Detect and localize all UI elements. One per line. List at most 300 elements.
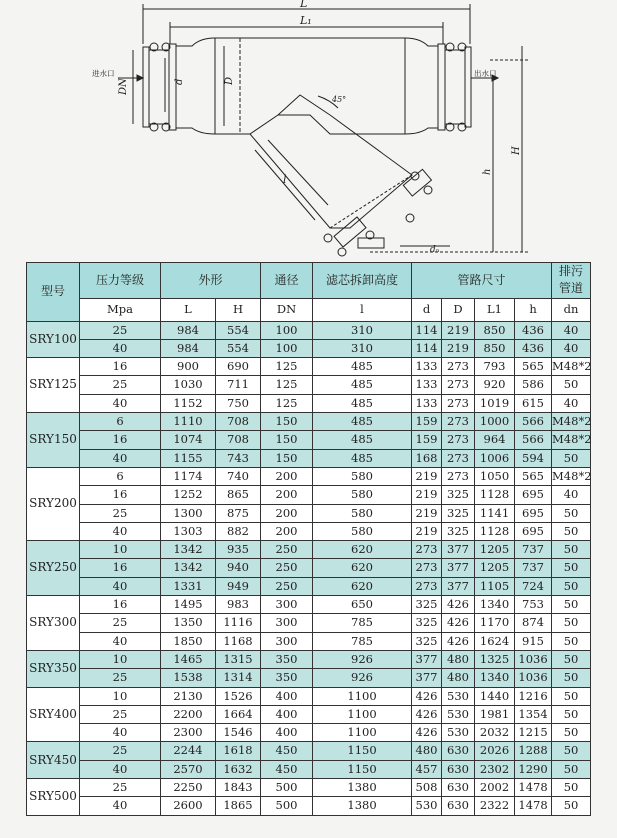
table-cell: 50	[552, 541, 591, 559]
table-cell: 480	[442, 669, 475, 687]
table-row	[27, 339, 591, 357]
table-cell: 743	[216, 449, 261, 467]
table-row	[27, 449, 591, 467]
table-cell: 1850	[161, 632, 216, 650]
table-cell: 125	[261, 358, 313, 376]
group-header: 管路尺寸	[412, 263, 552, 299]
table-cell: 708	[216, 413, 261, 431]
sub-header: DN	[261, 298, 313, 321]
group-header: 通径	[261, 263, 313, 299]
table-row	[27, 742, 591, 760]
table-cell: 1110	[161, 413, 216, 431]
table-cell: 133	[412, 394, 442, 412]
model-cell: SRY100	[27, 321, 80, 358]
table-cell: 875	[216, 504, 261, 522]
table-cell: 6	[80, 467, 161, 485]
table-cell: 50	[552, 650, 591, 668]
table-cell: 1478	[515, 797, 552, 815]
table-cell: 984	[161, 321, 216, 339]
table-cell: 200	[261, 486, 313, 504]
table-cell: 785	[313, 632, 412, 650]
table-cell: 1074	[161, 431, 216, 449]
group-header: 外形	[161, 263, 261, 299]
label-D: D	[224, 76, 235, 85]
table-cell: 2026	[475, 742, 515, 760]
table-cell: 325	[412, 614, 442, 632]
table-cell: 485	[313, 358, 412, 376]
model-cell: SRY125	[27, 358, 80, 413]
table-cell: 1340	[475, 596, 515, 614]
label-L1: L₁	[300, 14, 312, 27]
sub-header: H	[216, 298, 261, 321]
table-cell: 630	[442, 779, 475, 797]
table-cell: 1155	[161, 449, 216, 467]
model-cell: SRY150	[27, 413, 80, 468]
table-cell: 273	[412, 541, 442, 559]
table-row	[27, 632, 591, 650]
table-row	[27, 760, 591, 778]
table-cell: 150	[261, 449, 313, 467]
table-cell: 500	[261, 797, 313, 815]
table-cell: 450	[261, 742, 313, 760]
table-cell: 325	[442, 504, 475, 522]
table-cell: 793	[475, 358, 515, 376]
table-cell: 630	[442, 760, 475, 778]
table-row	[27, 376, 591, 394]
table-cell: 450	[261, 760, 313, 778]
table-row	[27, 504, 591, 522]
table-cell: 865	[216, 486, 261, 504]
table-cell: 1440	[475, 687, 515, 705]
label-dn: dₙ	[430, 245, 440, 255]
table-cell: 2570	[161, 760, 216, 778]
table-cell: 325	[412, 596, 442, 614]
group-header: 压力等级	[80, 263, 161, 299]
table-cell: 1325	[475, 650, 515, 668]
table-cell: 850	[475, 339, 515, 357]
table-cell: 273	[442, 413, 475, 431]
table-cell: 594	[515, 449, 552, 467]
table-cell: 530	[442, 705, 475, 723]
table-cell: 50	[552, 596, 591, 614]
table-cell: 16	[80, 431, 161, 449]
table-cell: 695	[515, 486, 552, 504]
table-cell: 40	[80, 797, 161, 815]
table-cell: 1290	[515, 760, 552, 778]
spec-table	[26, 262, 591, 816]
model-cell: SRY400	[27, 687, 80, 742]
table-cell: 620	[313, 559, 412, 577]
table-cell: 50	[552, 724, 591, 742]
sub-header: dn	[552, 298, 591, 321]
table-cell: 10	[80, 541, 161, 559]
model-cell: SRY300	[27, 596, 80, 651]
table-cell: 1632	[216, 760, 261, 778]
table-cell: 1526	[216, 687, 261, 705]
table-cell: 159	[412, 413, 442, 431]
table-cell: 273	[442, 449, 475, 467]
table-row	[27, 797, 591, 815]
table-cell: 426	[442, 614, 475, 632]
table-cell: 377	[412, 669, 442, 687]
table-cell: 310	[313, 321, 412, 339]
table-cell: 530	[442, 724, 475, 742]
table-cell: 566	[515, 431, 552, 449]
table-cell: 1342	[161, 541, 216, 559]
table-cell: 150	[261, 431, 313, 449]
table-cell: 133	[412, 358, 442, 376]
table-cell: 2302	[475, 760, 515, 778]
table-cell: 926	[313, 669, 412, 687]
table-cell: 50	[552, 760, 591, 778]
table-cell: 1288	[515, 742, 552, 760]
table-cell: 964	[475, 431, 515, 449]
table-row	[27, 431, 591, 449]
table-cell: 586	[515, 376, 552, 394]
table-cell: 500	[261, 779, 313, 797]
table-cell: 219	[442, 321, 475, 339]
table-cell: 250	[261, 577, 313, 595]
table-cell: 1150	[313, 742, 412, 760]
table-cell: 565	[515, 358, 552, 376]
filter-technical-drawing	[0, 0, 617, 262]
table-cell: 377	[442, 541, 475, 559]
table-cell: 426	[442, 632, 475, 650]
sub-header: L	[161, 298, 216, 321]
table-cell: 400	[261, 687, 313, 705]
table-cell: M48*2	[552, 413, 591, 431]
table-row	[27, 596, 591, 614]
table-cell: 650	[313, 596, 412, 614]
table-cell: 1546	[216, 724, 261, 742]
table-cell: 1000	[475, 413, 515, 431]
table-row	[27, 724, 591, 742]
table-cell: 325	[442, 522, 475, 540]
table-cell: 1030	[161, 376, 216, 394]
table-row	[27, 614, 591, 632]
table-cell: 785	[313, 614, 412, 632]
table-cell: 1380	[313, 797, 412, 815]
table-cell: 300	[261, 632, 313, 650]
table-cell: 1315	[216, 650, 261, 668]
table-cell: 50	[552, 742, 591, 760]
table-cell: 554	[216, 339, 261, 357]
table-cell: 1128	[475, 486, 515, 504]
table-cell: 50	[552, 376, 591, 394]
table-cell: 200	[261, 504, 313, 522]
table-cell: 1465	[161, 650, 216, 668]
table-cell: 25	[80, 742, 161, 760]
group-header: 型号	[27, 263, 80, 322]
table-row	[27, 394, 591, 412]
table-cell: 40	[552, 339, 591, 357]
table-cell: 350	[261, 650, 313, 668]
table-cell: 40	[80, 522, 161, 540]
table-cell: 133	[412, 376, 442, 394]
table-cell: 114	[412, 339, 442, 357]
table-cell: 2032	[475, 724, 515, 742]
table-cell: 50	[552, 614, 591, 632]
label-L: L	[300, 0, 308, 10]
table-cell: 40	[80, 339, 161, 357]
table-cell: 480	[412, 742, 442, 760]
table-cell: 300	[261, 614, 313, 632]
model-cell: SRY200	[27, 467, 80, 540]
table-cell: 737	[515, 559, 552, 577]
table-cell: 695	[515, 522, 552, 540]
table-cell: 1981	[475, 705, 515, 723]
table-cell: 1340	[475, 669, 515, 687]
table-cell: 554	[216, 321, 261, 339]
table-cell: 25	[80, 779, 161, 797]
table-cell: 377	[442, 559, 475, 577]
table-cell: 1174	[161, 467, 216, 485]
table-cell: 219	[412, 467, 442, 485]
table-cell: 40	[80, 632, 161, 650]
table-cell: 50	[552, 559, 591, 577]
table-row	[27, 650, 591, 668]
table-cell: 724	[515, 577, 552, 595]
table-cell: 1036	[515, 669, 552, 687]
table-cell: 2130	[161, 687, 216, 705]
table-cell: 457	[412, 760, 442, 778]
table-cell: 159	[412, 431, 442, 449]
table-cell: 530	[442, 687, 475, 705]
table-cell: 50	[552, 449, 591, 467]
table-cell: 750	[216, 394, 261, 412]
table-cell: 114	[412, 321, 442, 339]
table-cell: 485	[313, 413, 412, 431]
model-cell: SRY450	[27, 742, 80, 779]
table-cell: 615	[515, 394, 552, 412]
table-cell: 984	[161, 339, 216, 357]
table-cell: 377	[442, 577, 475, 595]
table-cell: 150	[261, 413, 313, 431]
table-cell: 377	[412, 650, 442, 668]
group-header: 滤芯拆卸高度	[313, 263, 412, 299]
table-cell: 695	[515, 504, 552, 522]
table-row	[27, 577, 591, 595]
table-cell: 273	[442, 467, 475, 485]
table-cell: 1354	[515, 705, 552, 723]
table-cell: 250	[261, 559, 313, 577]
table-cell: 310	[313, 339, 412, 357]
table-cell: 168	[412, 449, 442, 467]
label-angle: 45°	[332, 95, 347, 104]
table-cell: 530	[412, 797, 442, 815]
table-cell: 711	[216, 376, 261, 394]
table-cell: 125	[261, 376, 313, 394]
table-cell: 620	[313, 577, 412, 595]
table-cell: 219	[412, 504, 442, 522]
table-cell: 630	[442, 742, 475, 760]
table-cell: 1036	[515, 650, 552, 668]
table-cell: 219	[412, 486, 442, 504]
table-cell: 1100	[313, 705, 412, 723]
table-cell: 25	[80, 376, 161, 394]
table-cell: 219	[442, 339, 475, 357]
table-cell: 1141	[475, 504, 515, 522]
table-cell: 915	[515, 632, 552, 650]
table-cell: 1331	[161, 577, 216, 595]
table-cell: 50	[552, 577, 591, 595]
table-cell: 1538	[161, 669, 216, 687]
table-cell: 40	[80, 394, 161, 412]
sub-header: h	[515, 298, 552, 321]
table-cell: 580	[313, 522, 412, 540]
label-outlet: 出水口	[474, 69, 497, 78]
table-cell: 850	[475, 321, 515, 339]
table-cell: 25	[80, 705, 161, 723]
model-cell: SRY500	[27, 779, 80, 816]
table-cell: 949	[216, 577, 261, 595]
table-cell: 50	[552, 687, 591, 705]
table-cell: 708	[216, 431, 261, 449]
table-cell: 1152	[161, 394, 216, 412]
table-cell: 580	[313, 486, 412, 504]
sub-header: Mpa	[80, 298, 161, 321]
table-cell: 690	[216, 358, 261, 376]
table-row	[27, 669, 591, 687]
label-DN: DN	[118, 78, 129, 95]
table-cell: 1168	[216, 632, 261, 650]
table-cell: 1215	[515, 724, 552, 742]
table-cell: 1205	[475, 541, 515, 559]
sub-header: d	[412, 298, 442, 321]
table-cell: 1116	[216, 614, 261, 632]
table-cell: 2300	[161, 724, 216, 742]
table-cell: 40	[552, 486, 591, 504]
table-cell: 50	[552, 632, 591, 650]
table-cell: 900	[161, 358, 216, 376]
table-cell: 25	[80, 321, 161, 339]
table-cell: 566	[515, 413, 552, 431]
table-cell: 400	[261, 705, 313, 723]
table-row	[27, 559, 591, 577]
table-row	[27, 321, 591, 339]
table-cell: 2002	[475, 779, 515, 797]
table-cell: 480	[442, 650, 475, 668]
table-row	[27, 779, 591, 797]
table-cell: 1865	[216, 797, 261, 815]
table-cell: 485	[313, 449, 412, 467]
table-cell: 273	[412, 577, 442, 595]
table-cell: 1205	[475, 559, 515, 577]
table-cell: 273	[442, 376, 475, 394]
table-cell: 1495	[161, 596, 216, 614]
table-cell: 485	[313, 376, 412, 394]
table-cell: 273	[442, 358, 475, 376]
table-cell: 426	[412, 687, 442, 705]
table-cell: 125	[261, 394, 313, 412]
table-cell: 2244	[161, 742, 216, 760]
table-cell: 50	[552, 779, 591, 797]
model-cell: SRY350	[27, 650, 80, 687]
table-cell: 436	[515, 339, 552, 357]
table-cell: 250	[261, 541, 313, 559]
table-cell: 1350	[161, 614, 216, 632]
table-row	[27, 467, 591, 485]
table-cell: 40	[80, 724, 161, 742]
table-cell: 508	[412, 779, 442, 797]
table-cell: 565	[515, 467, 552, 485]
table-cell: 273	[442, 394, 475, 412]
table-cell: 1019	[475, 394, 515, 412]
table-cell: 2322	[475, 797, 515, 815]
table-cell: 16	[80, 486, 161, 504]
table-cell: 630	[442, 797, 475, 815]
table-cell: 1664	[216, 705, 261, 723]
table-cell: 426	[442, 596, 475, 614]
table-cell: 50	[552, 522, 591, 540]
table-row	[27, 486, 591, 504]
table-cell: 1170	[475, 614, 515, 632]
table-cell: 983	[216, 596, 261, 614]
table-cell: 1006	[475, 449, 515, 467]
table-cell: M48*2	[552, 358, 591, 376]
table-cell: 485	[313, 431, 412, 449]
table-cell: 1100	[313, 724, 412, 742]
table-row	[27, 522, 591, 540]
table-cell: 1216	[515, 687, 552, 705]
table-cell: 16	[80, 596, 161, 614]
table-cell: 100	[261, 321, 313, 339]
table-cell: 50	[552, 705, 591, 723]
table-cell: 40	[80, 760, 161, 778]
group-header: 排污 管道	[552, 263, 591, 299]
table-cell: 426	[412, 724, 442, 742]
sub-header: l	[313, 298, 412, 321]
table-cell: 100	[261, 339, 313, 357]
table-cell: 737	[515, 541, 552, 559]
table-cell: 40	[552, 394, 591, 412]
table-cell: 300	[261, 596, 313, 614]
table-row	[27, 705, 591, 723]
table-cell: 25	[80, 614, 161, 632]
table-cell: 1342	[161, 559, 216, 577]
table-cell: 1478	[515, 779, 552, 797]
table-cell: 753	[515, 596, 552, 614]
table-cell: 2600	[161, 797, 216, 815]
table-cell: 50	[552, 504, 591, 522]
label-h: h	[482, 168, 493, 175]
table-cell: 10	[80, 687, 161, 705]
table-cell: 1150	[313, 760, 412, 778]
table-cell: 1050	[475, 467, 515, 485]
table-cell: 400	[261, 724, 313, 742]
table-cell: 16	[80, 559, 161, 577]
table-cell: 935	[216, 541, 261, 559]
table-cell: 580	[313, 467, 412, 485]
table-cell: 273	[442, 431, 475, 449]
table-cell: 6	[80, 413, 161, 431]
table-cell: 40	[80, 577, 161, 595]
table-cell: 940	[216, 559, 261, 577]
table-cell: 50	[552, 669, 591, 687]
table-cell: 1380	[313, 779, 412, 797]
table-cell: 740	[216, 467, 261, 485]
label-d: d	[174, 78, 185, 85]
table-cell: 1843	[216, 779, 261, 797]
table-cell: 25	[80, 669, 161, 687]
table-cell: 926	[313, 650, 412, 668]
table-cell: 200	[261, 467, 313, 485]
table-cell: 325	[412, 632, 442, 650]
table-cell: 1105	[475, 577, 515, 595]
model-cell: SRY250	[27, 541, 80, 596]
table-cell: 1252	[161, 486, 216, 504]
table-cell: 1128	[475, 522, 515, 540]
